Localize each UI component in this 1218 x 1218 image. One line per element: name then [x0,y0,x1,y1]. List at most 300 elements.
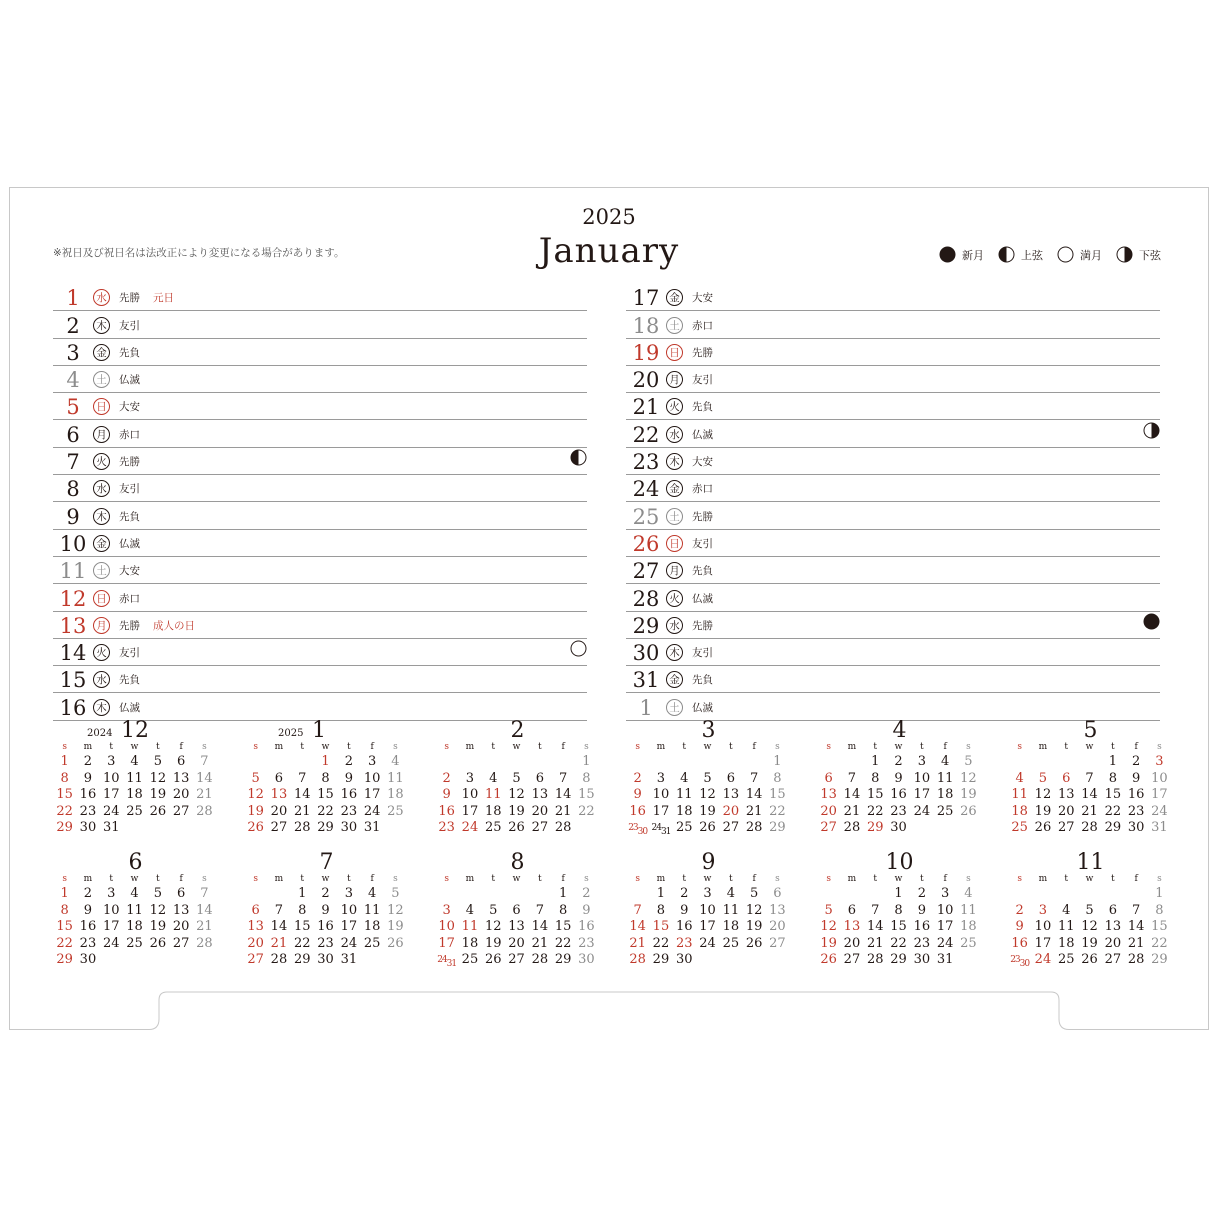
legend-label: 新月 [962,248,984,262]
date-cell: 3 [656,770,666,786]
mini-month-number: 2 [510,718,525,743]
weekday-header: t [682,874,687,884]
date-cell: 3 [940,886,950,901]
empty-cell [1055,754,1078,771]
date-cell: 15 [554,919,572,935]
weekday-badge: 日 [666,344,683,361]
empty-cell [864,886,887,903]
weekday-header: w [512,742,521,752]
date-cell: 13 [1104,919,1122,935]
date-cell: 17 [438,935,455,951]
date-cell: 9 [894,770,903,786]
day-row [626,584,1160,611]
date-cell: 15 [56,787,73,803]
mini-year: 2024 [87,728,113,739]
date-cell: 3 [367,754,377,769]
date-cell: 21 [293,803,311,819]
date-cell: 5 [251,770,260,786]
weekday-badge: 金 [93,344,110,361]
date-cell: 28 [270,952,288,968]
day-number: 18 [632,313,660,338]
date-cell: 5 [512,770,521,786]
date-cell: 26 [508,820,525,836]
date-cell: 30 [317,952,334,968]
mini-month-number: 3 [701,718,716,743]
date-cell: 21 [531,935,549,951]
rokuyo-label: 先勝 [692,619,713,632]
date-cell: 20 [247,935,264,951]
date-cell: 17 [102,787,120,803]
date-cell: 4 [391,754,400,769]
date-cell: 6 [176,886,186,901]
date-cell: 26 [149,935,167,951]
date-cell: 1 [60,886,69,901]
rokuyo-label: 大安 [692,292,713,305]
empty-cell [840,754,863,771]
date-cell: 17 [913,787,931,803]
date-cell: 19 [387,919,404,935]
date-cell: 7 [633,902,642,918]
date-cell: 9 [1015,919,1024,935]
date-cell: 31 [1151,820,1168,836]
date-cell: 18 [461,935,479,951]
date-cell: 8 [656,902,666,918]
date-cell: 30 [675,952,693,968]
date-cell: 7 [558,770,568,786]
weekday-header: w [894,874,903,884]
date-cell: 11 [960,902,977,918]
date-cell: 19 [960,787,977,803]
empty-cell [1055,886,1078,903]
date-cell: 22 [56,803,73,819]
weekday-header: s [775,742,780,752]
date-cell: 14 [293,787,311,803]
empty-cell [1031,754,1054,771]
mini-year: 2025 [278,728,304,739]
date-cell: 7 [1131,902,1141,918]
day-number: 1 [66,286,80,311]
date-cell: 25 [675,820,693,836]
day-number: 5 [66,395,80,420]
date-cell: 6 [726,770,735,786]
rokuyo-label: 赤口 [692,483,713,496]
date-cell: 29 [1104,820,1122,836]
empty-cell [505,886,528,903]
date-cell: 4 [680,770,689,786]
legend-new-moon [939,246,984,263]
weekday-header: t [538,874,542,884]
date-cell: 12 [149,902,167,918]
date-cell: 13 [722,787,740,803]
date-cell: 6 [824,770,833,786]
date-cell: 13 [172,902,190,918]
date-cell: 20 [722,803,740,819]
date-cell: 18 [1011,803,1028,819]
date-cell: 1 [773,754,782,769]
date-cell: 19 [699,803,716,819]
date-cell: 8 [1108,770,1117,786]
date-cell: 11 [126,770,143,786]
weekday-header: t [300,874,305,884]
weekday-header: m [847,742,857,752]
weekday-badge: 木 [93,699,110,716]
day-number: 21 [632,395,660,420]
date-cell: 24 [913,803,931,819]
weekday-header: s [444,874,449,884]
date-cell: 29 [1151,952,1168,968]
date-cell: 25 [960,935,977,951]
date-cell: 22 [578,803,595,819]
date-cell: 17 [340,919,358,935]
date-cell: 24 [102,935,120,951]
date-cell: 13 [769,902,786,918]
weekday-header: w [130,742,139,752]
mini-month-1 [244,717,409,837]
mini-month-11 [1008,849,1173,969]
date-cell: 12 [1081,919,1098,935]
weekday-badge: 木 [666,453,683,470]
date-cell: 25 [461,952,479,968]
date-cell: 23 [578,935,595,951]
date-cell: 20 [531,803,549,819]
weekday-header: m [274,874,284,884]
date-cell: 14 [1127,919,1145,935]
date-cell: 2 [1015,902,1024,918]
weekday-badge: 水 [666,426,683,443]
empty-cell [1008,886,1031,903]
empty-cell [649,754,672,771]
new-moon-icon [939,246,956,263]
date-cell: 22 [317,803,334,819]
day-row [626,284,1160,311]
weekday-badge: 金 [666,289,683,306]
weekday-header: w [321,874,330,884]
date-cell: 9 [582,902,591,918]
date-cell: 28 [531,952,549,968]
mini-month-number: 11 [1076,850,1105,875]
moon-legend [925,246,1161,263]
date-cell: 23 [1127,803,1145,819]
date-cell: 26 [387,935,404,951]
date-cell: 14 [196,902,213,918]
weekday-badge: 金 [93,535,110,552]
day-row [626,502,1160,529]
date-cell: 22 [56,935,73,951]
mini-month-number: 7 [319,850,334,875]
date-cell: 15 [652,919,670,935]
date-cell: 21 [1081,803,1098,819]
weekday-header: f [943,874,947,884]
mini-month-5 [1008,717,1173,837]
date-cell: 5 [153,886,162,901]
empty-cell [482,754,505,771]
day-row [626,666,1160,693]
date-cell: 2 [344,754,353,769]
date-cell: 9 [83,902,93,918]
day-number: 22 [632,422,660,447]
date-cell: 12 [149,770,167,786]
new-moon-icon [1143,613,1160,634]
date-cell: 10 [102,902,120,918]
weekday-header: w [130,874,139,884]
date-cell: 25 [936,803,954,819]
date-cell: 19 [508,803,525,819]
date-cell: 8 [60,902,69,918]
weekday-badge: 水 [93,289,110,306]
date-cell: 27 [843,952,861,968]
date-cell: 3 [344,886,353,901]
date-cell: 27 [270,820,288,836]
day-number: 10 [59,531,87,556]
empty-cell [244,754,267,771]
weekday-header: s [775,874,780,884]
date-cell: 7 [200,754,209,769]
date-cell: 22 [1104,803,1122,819]
date-cell: 24 [1034,952,1052,968]
date-cell: 16 [438,803,455,819]
date-cell: 28 [1127,952,1145,968]
date-cell: 22 [890,935,907,951]
rokuyo-label: 先勝 [119,456,140,469]
weekday-header: t [109,742,114,752]
weekday-header: f [179,874,183,884]
date-cell: 28 [866,952,884,968]
date-cell: 8 [894,902,903,918]
date-cell: 9 [321,902,330,918]
date-cell: 12 [745,902,763,918]
full-moon-icon [570,640,587,661]
empty-cell [458,886,481,903]
weekday-header: w [512,874,521,884]
date-cell: 1 [1155,886,1164,901]
date-cell: 30 [578,952,595,968]
weekday-header: t [873,742,878,752]
date-cell: 2 [83,754,93,769]
date-cell: 4 [130,754,139,769]
empty-cell [267,886,290,903]
date-cell: 17 [699,919,716,935]
mini-month-number: 10 [885,850,914,875]
weekday-badge: 土 [93,562,110,579]
mini-month-number: 5 [1083,718,1098,743]
date-cell: 2 [442,770,451,786]
date-cell: 15 [56,919,73,935]
date-cell: 12 [820,919,837,935]
date-cell: 14 [866,919,884,935]
day-number: 13 [59,613,87,638]
date-cell: 23 [890,803,907,819]
date-cell: 13 [843,919,861,935]
day-row [53,366,587,393]
date-cell: 27 [172,803,190,819]
date-cell: 4 [130,886,139,901]
date-cell: 13 [820,787,837,803]
last-quarter-moon-icon [1116,246,1133,263]
date-cell: 30 [1127,820,1145,836]
rokuyo-label: 先負 [692,401,713,414]
last-quarter-moon-icon [1143,422,1160,443]
date-cell: 28 [554,820,572,836]
date-cell: 16 [1011,935,1028,951]
date-cell: 17 [102,919,120,935]
date-cell: 13 [172,770,190,786]
mini-month-6 [53,849,218,969]
date-cell: 4 [489,770,498,786]
date-cell: 17 [936,919,954,935]
date-cell: 28 [843,820,861,836]
weekday-badge: 月 [666,371,683,388]
weekday-header: s [635,874,640,884]
date-cell: 25 [126,935,143,951]
rokuyo-label: 大安 [119,565,140,578]
empty-cell [291,754,314,771]
date-cell: 14 [531,919,549,935]
day-number: 23 [632,450,660,475]
date-cell: 16 [913,919,931,935]
weekday-badge: 火 [666,590,683,607]
holiday-name: 元日 [153,292,174,305]
rokuyo-label: 友引 [692,537,713,550]
date-cell: 19 [149,787,167,803]
legend-label: 下弦 [1139,248,1161,262]
date-cell: 8 [871,770,880,786]
date-cell: 9 [633,787,642,803]
day-number: 2 [66,313,80,338]
date-cell: 28 [1081,820,1098,836]
day-row [53,284,587,311]
date-cell: 3 [1155,754,1164,769]
weekday-header: t [491,874,496,884]
empty-cell [817,886,840,903]
weekday-header: t [109,874,114,884]
date-cell: 19 [247,803,264,819]
weekday-header: m [1038,874,1048,884]
date-cell: 19 [820,935,837,951]
day-row [626,393,1160,420]
day-row [53,339,587,366]
date-cell: 21 [1127,935,1145,951]
date-cell: 5 [489,902,498,918]
day-row [626,339,1160,366]
date-cell: 16 [79,919,97,935]
date-cell: 23 [913,935,931,951]
date-cell: 7 [847,770,857,786]
weekday-header: t [538,742,542,752]
day-number: 30 [632,641,660,666]
day-row [626,639,1160,666]
date-cell: 12 [247,787,264,803]
day-number: 11 [59,559,87,584]
date-cell: 13 [531,787,549,803]
date-cell: 1 [321,754,330,769]
date-cell: 1 [298,886,307,901]
date-cell: 6 [176,754,186,769]
date-cell: 11 [675,787,693,803]
date-cell: 4 [367,886,377,901]
rokuyo-label: 友引 [119,647,140,660]
mini-month-number: 12 [121,718,149,743]
mini-month-12 [53,717,218,837]
day-number: 27 [632,559,660,584]
weekday-badge: 水 [93,671,110,688]
date-cell: 6 [512,902,521,918]
rokuyo-label: 先負 [692,565,713,578]
empty-cell [458,754,481,771]
date-cell: 10 [699,902,716,918]
date-cell: 20 [172,787,190,803]
date-cell: 16 [675,919,693,935]
rokuyo-label: 先負 [119,510,140,523]
weekday-badge: 金 [666,480,683,497]
weekday-badge: 日 [666,535,683,552]
date-cell: 17 [1034,935,1052,951]
weekday-badge: 土 [666,508,683,525]
empty-cell [696,754,719,771]
date-cell: 29 [56,820,73,836]
day-number: 19 [632,340,660,365]
mini-month-number: 9 [701,850,716,875]
date-cell: 17 [1151,787,1168,803]
date-cell: 18 [936,787,954,803]
date-cell: 27 [1104,952,1122,968]
date-cell: 20 [508,935,525,951]
mini-month-number: 4 [892,718,907,743]
weekday-header: t [1064,742,1069,752]
date-cell: 29 [866,820,884,836]
day-row [53,666,587,693]
day-number: 24 [632,477,660,502]
date-cell: 21 [196,919,213,935]
date-cell: 10 [363,770,381,786]
date-cell: 10 [652,787,670,803]
date-cell: 3 [703,886,712,901]
rokuyo-label: 先負 [119,346,140,359]
year-title: 2025 [582,205,636,229]
date-cell: 16 [317,919,334,935]
date-cell: 1 [871,754,880,769]
merged-date-cell: 2330 [628,823,648,838]
date-cell: 29 [890,952,907,968]
day-number: 28 [632,586,660,611]
date-cell: 21 [270,935,288,951]
date-cell: 20 [172,919,190,935]
weekday-header: w [703,742,712,752]
date-cell: 20 [270,803,288,819]
legend-label: 満月 [1080,248,1102,262]
day-row [626,530,1160,557]
date-cell: 5 [1038,770,1048,786]
weekday-header: t [729,742,733,752]
mini-month-3 [626,717,791,837]
day-number: 29 [632,613,660,638]
weekday-header: w [1085,742,1094,752]
weekday-header: m [83,742,93,752]
date-cell: 27 [1057,820,1075,836]
date-cell: 19 [1081,935,1098,951]
date-cell: 8 [321,770,330,786]
date-cell: 26 [745,935,763,951]
weekday-header: f [561,874,565,884]
date-cell: 31 [936,952,954,968]
date-cell: 25 [484,820,502,836]
empty-cell [673,754,696,771]
date-cell: 25 [1011,820,1028,836]
day-row [626,612,1160,639]
weekday-header: f [179,742,183,752]
weekday-header: s [253,874,258,884]
weekday-header: t [1064,874,1069,884]
date-cell: 18 [960,919,977,935]
